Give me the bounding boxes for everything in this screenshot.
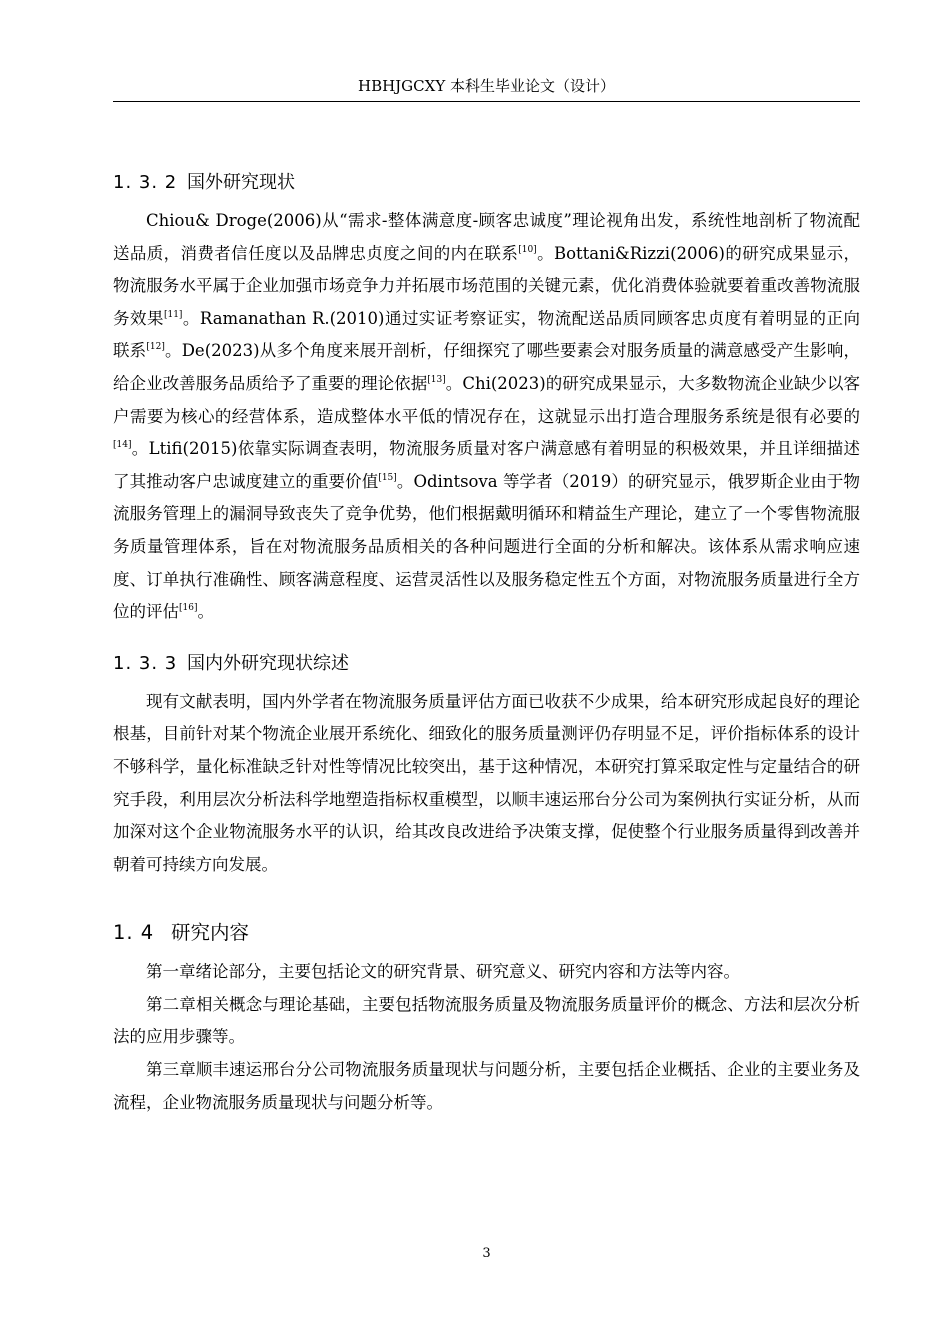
section-heading-1-4 [113, 917, 860, 949]
section-number: 1. 3. 3 [113, 652, 178, 674]
text-run: 。Ltifi(2015)依靠实际调查表明，物流服务质量对客户满意感有着明显的积极效果，并且详细描述了其推动客户忠诚度建立的重要价值 [113, 439, 860, 491]
citation-ref: [13] [427, 374, 446, 385]
text-run: 。Odintsova 等学者（2019）的研究显示，俄罗斯企业由于物流服务管理上的漏洞导致丧失了竞争优势，他们根据戴明循环和精益生产理论，建立了一个零售物流服务质量管理体系，旨在对物流服务品质相关的各种问题进行全面的分析和解决。该体系从需求响应速度、订单执行准确性、顾客满意程度、运营灵活性以及服务稳定性五个方面，对物流服务质量进行全方位的评估 [113, 471, 861, 622]
citation-ref: [11] [163, 309, 183, 320]
section-title: 国外研究现状 [187, 172, 295, 193]
section-title: 研究内容 [171, 921, 250, 945]
paragraph-foreign-research [113, 205, 860, 629]
section-number: 1. 4 [113, 921, 155, 945]
paragraph-chapter-2: 第二章相关概念与理论基础，主要包括物流服务质量及物流服务质量评价的概念、方法和层次分析法的应用步骤等。 [113, 994, 860, 1047]
running-header: HBHJGCXY 本科生毕业论文（设计） [357, 77, 615, 95]
section-heading-1-3-3 [113, 649, 860, 679]
text-run: 。 [197, 602, 214, 622]
header-rule [113, 101, 860, 102]
paragraph-chapter-1: 第一章绪论部分，主要包括论文的研究背景、研究意义、研究内容和方法等内容。 [146, 962, 740, 982]
text-run: 。Ramanathan R.(2010)通过实证考察证实，物流配送品质同顾客忠贞度有着明显的正向联系 [113, 308, 860, 361]
text-run: 。De(2023)从多个角度来展开剖析，仔细探究了哪些要素会对服务质量的满意感受产生影响，给企业改善服务品质给予了重要的理论依据 [113, 341, 861, 393]
spacer [113, 629, 860, 649]
page-body [113, 168, 860, 1119]
section-number: 1. 3. 2 [113, 172, 178, 193]
citation-ref: [15] [378, 472, 397, 483]
section-heading-1-3-2 [113, 168, 860, 198]
citation-ref: [10] [518, 244, 537, 255]
section-title: 国内外研究现状综述 [187, 652, 349, 674]
citation-ref: [16] [179, 603, 198, 614]
paragraph-chapter-3: 第三章顺丰速运邢台分公司物流服务质量现状与问题分析，主要包括企业概括、企业的主要业务及流程，企业物流服务质量现状与问题分析等。 [113, 1060, 860, 1112]
text-run: 。Chi(2023)的研究成果显示，大多数物流企业缺少以客户需要为核心的经营体系，造成整体水平低的情况存在，这就显示出打造合理服务系统是很有必要的 [113, 373, 860, 426]
citation-ref: [14] [113, 440, 132, 451]
citation-ref: [12] [146, 342, 165, 353]
spacer [113, 881, 860, 917]
text-run: 。Bottani&Rizzi(2006)的研究成果显示，物流服务水平属于企业加强市场竞争力并拓展市场范围的关键元素，优化消费体验就要着重改善物流服务效果 [113, 243, 860, 328]
page-number: 3 [482, 1246, 491, 1261]
text-run: Chiou& Droge(2006)从“需求-整体满意度-顾客忠诚度”理论视角出发，系统性地剖析了物流配送品质，消费者信任度以及品牌忠贞度之间的内在联系 [113, 211, 860, 263]
paragraph-review-summary: 现有文献表明，国内外学者在物流服务质量评估方面已收获不少成果，给本研究形成起良好的理论根基，目前针对某个物流企业展开系统化、细致化的服务质量测评仍存明显不足，评价指标体系的设计不够科学，量化标准缺乏针对性等情况比较突出，基于这种情况，本研究打算采取定性与定量结合的研究手段，利用层次分析法科学地塑造指标权重模型，以顺丰速运邢台分公司为案例执行实证分析，从而加深对这个企业物流服务水平的认识，给其改良改进给予决策支撑，促使整个行业服务质量得到改善并朝着可持续方向发展。 [113, 691, 860, 874]
